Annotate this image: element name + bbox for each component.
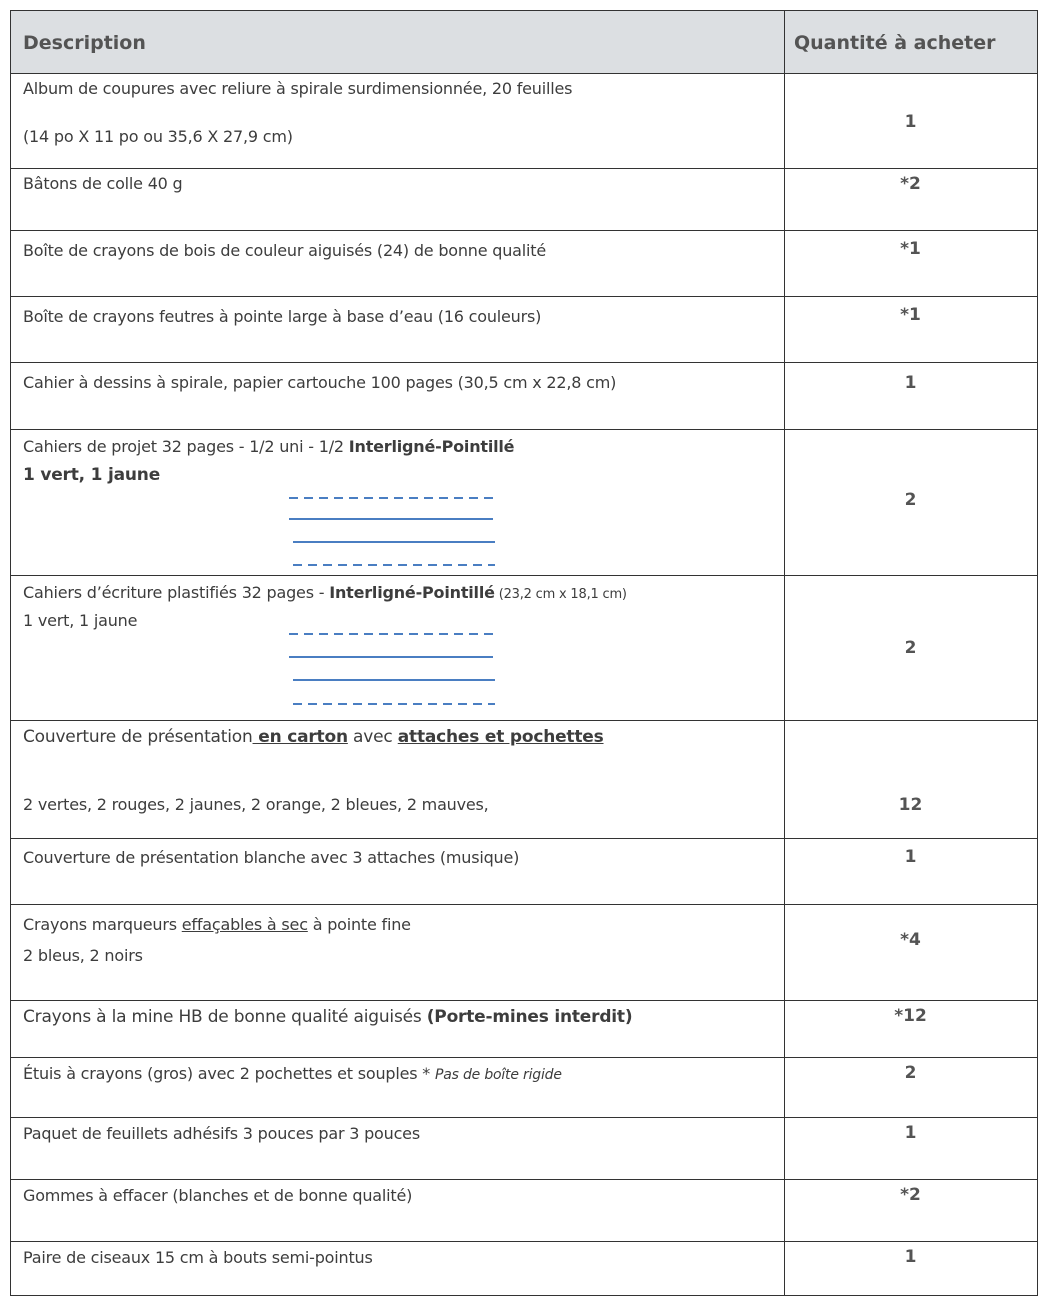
- table-row: [11, 839, 1037, 905]
- quantity-cell: [784, 721, 1037, 838]
- table-row: [11, 905, 1037, 1001]
- description-cell: [11, 74, 785, 168]
- item-quantity: 1: [904, 112, 917, 132]
- item-quantity: 2: [904, 638, 917, 658]
- item-quantity: 2: [904, 1063, 917, 1083]
- item-quantity: *1: [900, 305, 921, 325]
- quantity-cell: [784, 363, 1037, 429]
- table-header-row: [11, 11, 1037, 74]
- item-description: Bâtons de colle 40 g: [23, 174, 183, 193]
- quantity-cell: [784, 1001, 1037, 1057]
- item-description: Gommes à effacer (blanches et de bonne qualité): [23, 1186, 413, 1205]
- table-row: [11, 74, 1037, 169]
- item-quantity: 1: [904, 1123, 917, 1143]
- item-description: Crayons à la mine HB de bonne qualité aiguisés (Porte-mines interdit): [23, 1007, 633, 1027]
- item-quantity: 1: [904, 847, 917, 867]
- quantity-cell: [784, 74, 1037, 168]
- table-row: [11, 430, 1037, 576]
- description-cell: [11, 721, 785, 838]
- description-cell: [11, 1001, 785, 1057]
- header-description-cell: [11, 11, 785, 73]
- description-cell: [11, 905, 785, 1000]
- item-description: Paquet de feuillets adhésifs 3 pouces par 3 pouces: [23, 1124, 420, 1143]
- quantity-cell: [784, 169, 1037, 230]
- item-description: Cahiers d’écriture plastifiés 32 pages - Interligné-Pointillé (23,2 cm x 18,1 cm): [23, 583, 627, 602]
- item-quantity: *1: [900, 239, 921, 259]
- table-row: [11, 1001, 1037, 1058]
- item-quantity: 1: [904, 373, 917, 393]
- table-row: [11, 363, 1037, 430]
- item-quantity: 1: [904, 1247, 917, 1267]
- table-row: [11, 1058, 1037, 1118]
- description-cell: [11, 1180, 785, 1241]
- item-description: Cahier à dessins à spirale, papier cartouche 100 pages (30,5 cm x 22,8 cm): [23, 373, 617, 392]
- description-cell: [11, 297, 785, 362]
- table-row: [11, 1118, 1037, 1180]
- description-cell: [11, 231, 785, 296]
- header-quantity-cell: [784, 11, 1037, 73]
- table-row: [11, 1242, 1037, 1295]
- description-cell: [11, 576, 785, 720]
- quantity-cell: [784, 231, 1037, 296]
- item-quantity: 2: [904, 490, 917, 510]
- quantity-cell: [784, 1118, 1037, 1179]
- table-row: [11, 169, 1037, 231]
- item-description-detail: 2 bleus, 2 noirs: [23, 946, 143, 965]
- item-description-detail: (14 po X 11 po ou 35,6 X 27,9 cm): [23, 127, 293, 146]
- item-description: Cahiers de projet 32 pages - 1/2 uni - 1/2 Interligné-Pointillé: [23, 437, 515, 456]
- quantity-cell: [784, 1058, 1037, 1117]
- description-cell: [11, 169, 785, 230]
- description-cell: [11, 1242, 785, 1295]
- item-description: Crayons marqueurs effaçables à sec à pointe fine: [23, 915, 411, 934]
- item-description-detail: 2 vertes, 2 rouges, 2 jaunes, 2 orange, 2 bleues, 2 mauves,: [23, 795, 489, 814]
- quantity-cell: [784, 297, 1037, 362]
- table-row: [11, 231, 1037, 297]
- description-cell: [11, 363, 785, 429]
- dashed-guideline-icon: [287, 488, 497, 570]
- item-description: Couverture de présentation blanche avec 3 attaches (musique): [23, 848, 520, 867]
- item-description: Boîte de crayons feutres à pointe large à base d’eau (16 couleurs): [23, 307, 542, 326]
- table-row: [11, 721, 1037, 839]
- item-quantity: 12: [898, 795, 923, 815]
- header-description: Description: [23, 32, 146, 54]
- quantity-cell: [784, 905, 1037, 1000]
- dashed-guideline-icon: [287, 626, 497, 712]
- item-description: Album de coupures avec reliure à spirale surdimensionnée, 20 feuilles: [23, 79, 573, 98]
- quantity-cell: [784, 576, 1037, 720]
- quantity-cell: [784, 1180, 1037, 1241]
- quantity-cell: [784, 430, 1037, 575]
- item-description: Paire de ciseaux 15 cm à bouts semi-pointus: [23, 1248, 373, 1267]
- item-quantity: *2: [900, 174, 921, 194]
- description-cell: [11, 1118, 785, 1179]
- item-quantity: *2: [900, 1185, 921, 1205]
- quantity-cell: [784, 839, 1037, 904]
- item-description: Étuis à crayons (gros) avec 2 pochettes et souples * Pas de boîte rigide: [23, 1064, 562, 1083]
- header-quantity: Quantité à acheter: [794, 32, 996, 54]
- item-description-detail: 1 vert, 1 jaune: [23, 465, 161, 485]
- item-quantity: *12: [894, 1006, 927, 1026]
- supply-list-table: [10, 10, 1038, 1296]
- item-description: Couverture de présentation en carton avec attaches et pochettes: [23, 727, 604, 747]
- item-quantity: *4: [900, 930, 921, 950]
- item-description: Boîte de crayons de bois de couleur aiguisés (24) de bonne qualité: [23, 241, 546, 260]
- quantity-cell: [784, 1242, 1037, 1295]
- table-row: [11, 1180, 1037, 1242]
- item-description-detail: 1 vert, 1 jaune: [23, 611, 138, 630]
- description-cell: [11, 430, 785, 575]
- table-row: [11, 576, 1037, 721]
- description-cell: [11, 839, 785, 904]
- description-cell: [11, 1058, 785, 1117]
- table-row: [11, 297, 1037, 363]
